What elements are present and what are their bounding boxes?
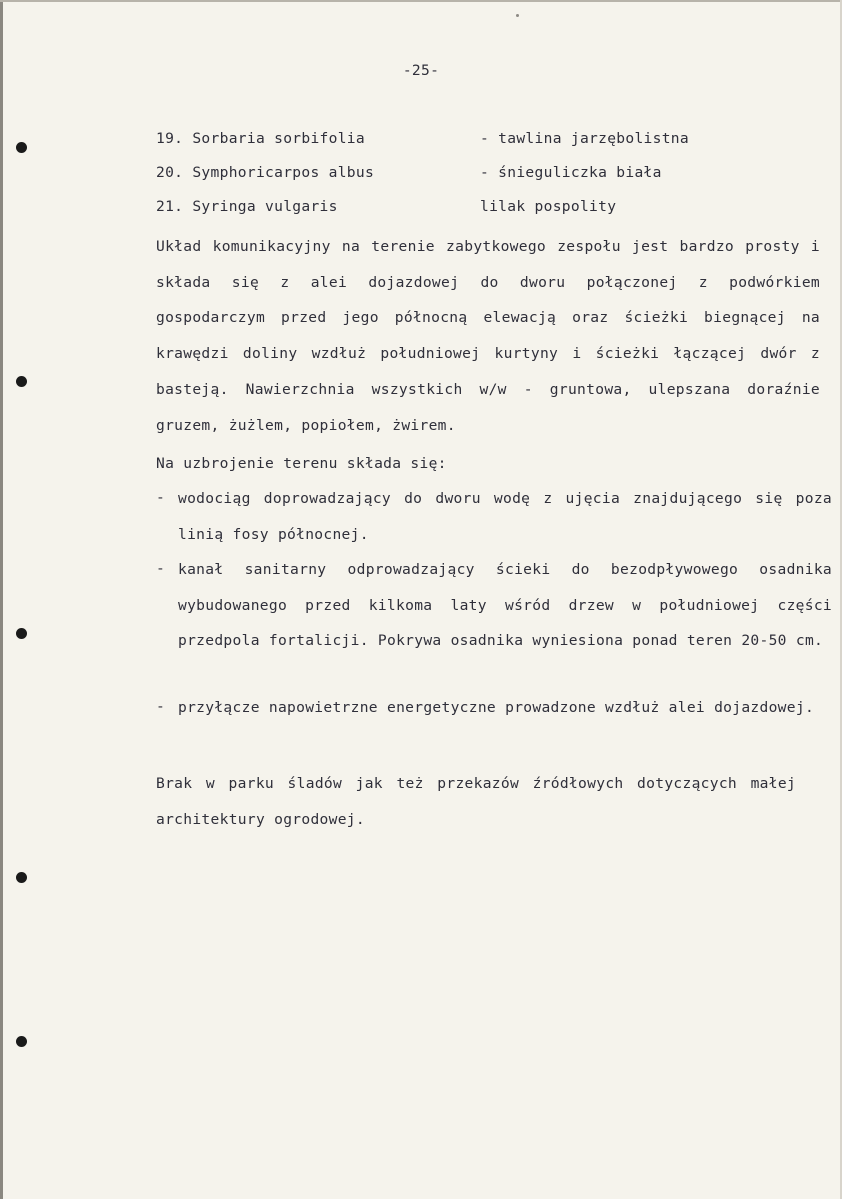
list-dash: - bbox=[156, 698, 166, 715]
species-row bbox=[156, 198, 796, 218]
species-row bbox=[156, 130, 796, 150]
species-polish-name: - śnieguliczka biała bbox=[480, 164, 662, 181]
list-dash: - bbox=[156, 489, 166, 506]
paragraph-garden-architecture: Brak w parku śladów jak też przekazów źródłowych dotyczących małej architektury ogrodowej. bbox=[156, 775, 796, 828]
punch-hole-icon bbox=[16, 376, 27, 387]
species-latin-name: 20. Symphoricarpos albus bbox=[156, 164, 375, 181]
punch-hole-icon bbox=[16, 628, 27, 639]
paper-speck bbox=[516, 14, 519, 17]
species-polish-name: - tawlina jarzębolistna bbox=[480, 130, 689, 147]
paragraph-communication-layout: Układ komunikacyjny na terenie zabytkowego zespołu jest bardzo prosty i składa się z alei dojazdowej do dworu połączonej z podwórkiem gospodarczym przed jego północną elewacją oraz ścieżki biegnącej na krawędzi doliny wzdłuż południowej kurtyny i ścieżki łączącej dwór z basteją. Nawierzchnia wszystkich w/w - gruntowa, ulepszana doraźnie gruzem, żużlem, popiołem, żwirem. bbox=[156, 238, 820, 434]
punch-hole-icon bbox=[16, 872, 27, 883]
list-item-text: wodociąg doprowadzający do dworu wodę z ujęcia znajdującego się poza linią fosy północnej. bbox=[178, 490, 832, 543]
punch-hole-icon bbox=[16, 142, 27, 153]
page-edge-top bbox=[0, 0, 842, 2]
page-edge-left bbox=[0, 0, 3, 1199]
species-latin-name: 21. Syringa vulgaris bbox=[156, 198, 338, 215]
list-dash: - bbox=[156, 560, 166, 577]
species-polish-name: lilak pospolity bbox=[480, 198, 617, 215]
page-number: -25- bbox=[402, 62, 440, 79]
species-latin-name: 19. Sorbaria sorbifolia bbox=[156, 130, 365, 147]
infrastructure-heading: Na uzbrojenie terenu składa się: bbox=[156, 455, 447, 472]
species-row bbox=[156, 164, 796, 184]
list-item-text: przyłącze napowietrzne energetyczne prowadzone wzdłuż alei dojazdowej. bbox=[178, 699, 815, 716]
list-item-text: kanał sanitarny odprowadzający ścieki do bezodpływowego osadnika wybudowanego przed kilkoma laty wśród drzew w południowej części przedpola fortalicji. Pokrywa osadnika wyniesiona ponad teren 20-50 cm. bbox=[178, 561, 832, 650]
punch-hole-icon bbox=[16, 1036, 27, 1047]
